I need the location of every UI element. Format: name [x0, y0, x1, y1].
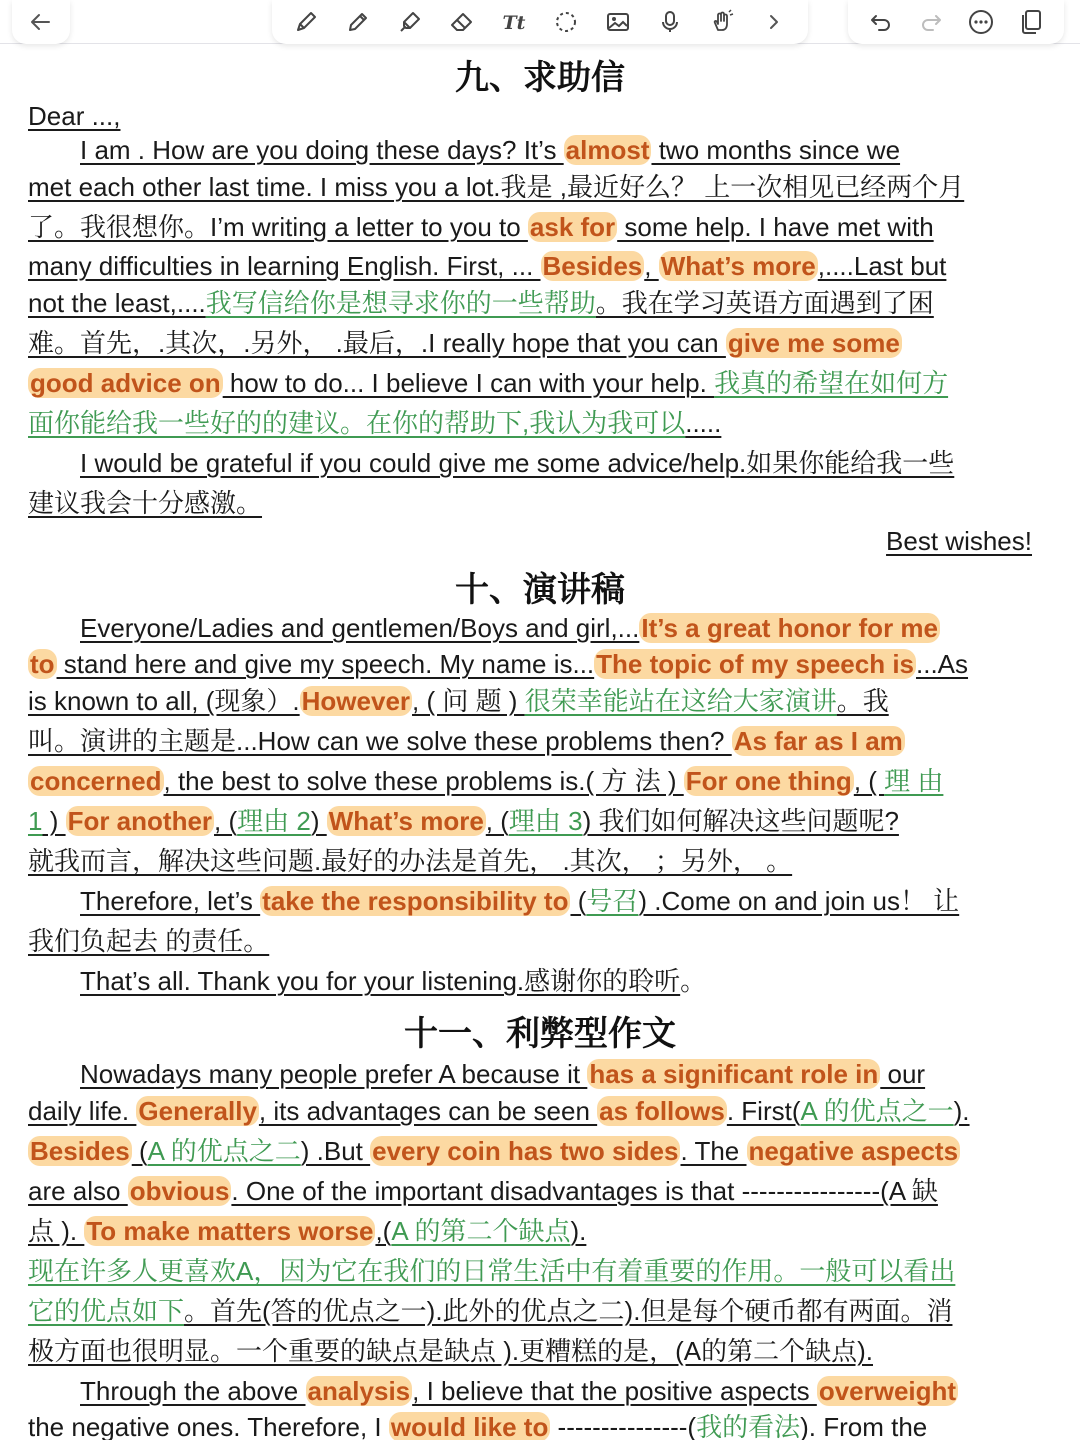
text-line — [28, 486, 1058, 520]
text-line — [28, 1134, 1058, 1168]
pages-icon — [1017, 8, 1045, 36]
text-segment: the negative ones. Therefore, I — [28, 1412, 389, 1440]
highlighted-phrase: To make matters worse — [86, 1216, 374, 1246]
text-segment: 。我在学习英语方面遇到了困 — [595, 288, 934, 318]
text-tool-icon — [500, 8, 528, 36]
pencil-tool-button[interactable] — [341, 5, 375, 39]
text-segment: 。 — [680, 966, 707, 996]
image-icon — [604, 8, 632, 36]
text-segment: ,( — [375, 1216, 392, 1246]
text-line — [28, 1214, 1058, 1248]
highlighted-phrase: ask for — [529, 212, 616, 242]
highlighted-phrase: analysis — [307, 1376, 411, 1406]
text-segment: many difficulties in learning English. First, ... — [28, 251, 541, 281]
highlighted-phrase: almost — [565, 135, 650, 165]
text-segment: is known to all, (现象）. — [28, 686, 300, 716]
text-segment: That’s all. Thank you for your listening.感谢你的聆听 — [80, 966, 681, 996]
lasso-icon — [552, 8, 580, 36]
text-segment: ) 我们如何解决这些问题呢? — [582, 806, 899, 836]
text-segment: 叫。演讲的主题是...How can we solve these problems then? — [28, 726, 732, 756]
translation-text: 我的看法 — [696, 1412, 801, 1440]
text-segment: 极方面也很明显。一个重要的缺点是缺点 ).更糟糕的是，(A的第二个缺点). — [28, 1336, 873, 1366]
text-segment: ) .Come on and join us！ 让 — [638, 886, 960, 916]
undo-icon — [867, 8, 895, 36]
text-segment: 建议我会十分感激。 — [28, 488, 263, 518]
eraser-tool-button[interactable] — [445, 5, 479, 39]
text-segment: Nowadays many people prefer A because it — [80, 1059, 588, 1089]
highlighted-phrase: as follows — [599, 1096, 725, 1126]
svg-text:Tt: Tt — [502, 12, 526, 34]
text-segment: 。我 — [836, 686, 889, 716]
text-segment: how to do... I believe I can with your help. — [222, 368, 715, 398]
text-segment: . The — [680, 1136, 747, 1166]
highlighted-phrase: What’s more — [328, 806, 484, 836]
text-segment: ) .But — [300, 1136, 371, 1166]
highlighted-phrase: would like to — [390, 1412, 549, 1440]
text-segment: stand here and give my speech. My name is... — [56, 649, 595, 679]
text-line — [28, 1254, 1058, 1288]
section-heading: 十、演讲稿 — [455, 570, 625, 610]
pencil-icon — [344, 8, 372, 36]
text-segment: Best wishes! — [886, 526, 1032, 556]
text-segment: ). From the — [800, 1412, 928, 1440]
translation-text: 1 — [28, 806, 43, 836]
highlighted-phrase: has a significant role in — [589, 1059, 879, 1089]
text-segment: met each other last time. I miss you a lot.我是 ,最近好么？ 上一次相见已经两个月 — [28, 172, 965, 202]
text-line — [28, 684, 1058, 718]
highlighted-phrase: Generally — [138, 1096, 257, 1126]
text-segment: ( — [131, 1136, 148, 1166]
highlighted-phrase: give me some — [727, 328, 900, 358]
toolbar-right-group — [848, 0, 1064, 44]
translation-text: 理由 3 — [508, 806, 583, 836]
text-segment: , — [644, 251, 659, 281]
text-segment: are also — [28, 1176, 128, 1206]
text-segment: 就我而言，解决这些问题.最好的办法是首先， .其次， ；另外， 。 — [28, 846, 793, 876]
highlighted-phrase: negative aspects — [748, 1136, 959, 1166]
text-line — [28, 764, 1058, 798]
text-tool-button[interactable] — [497, 5, 531, 39]
undo-button[interactable] — [864, 5, 898, 39]
text-line — [28, 99, 1058, 133]
section-heading: 九、求助信 — [455, 58, 625, 98]
highlighted-phrase: obvious — [129, 1176, 230, 1206]
text-line — [80, 964, 1055, 998]
translation-text: A 的第二个缺点 — [391, 1216, 571, 1246]
microphone-button[interactable] — [653, 5, 687, 39]
text-line — [80, 1057, 1055, 1091]
redo-button[interactable] — [914, 5, 948, 39]
highlighted-phrase: concerned — [30, 766, 162, 796]
highlighter-icon — [396, 8, 424, 36]
text-line — [28, 286, 1058, 320]
chevron-right-icon — [765, 13, 783, 31]
text-segment: Dear ..., — [28, 101, 121, 131]
text-line — [28, 844, 1058, 878]
text-segment: , ( 问 题 ) — [412, 686, 525, 716]
translation-text: 理 由 — [884, 766, 944, 796]
pages-button[interactable] — [1014, 5, 1048, 39]
text-segment: 难。首先，.其次，.另外， .最后，.I really hope that you can — [28, 328, 726, 358]
translation-text: 理由 2 — [237, 806, 311, 836]
toolbar-tools-group — [272, 0, 808, 44]
highlighter-tool-button[interactable] — [393, 5, 427, 39]
text-segment: 。首先(答的优点之一).此外的优点之二).但是每个硬币都有两面。消 — [184, 1296, 953, 1326]
text-segment: , ( — [485, 806, 509, 836]
translation-text: 现在许多人更喜欢A，因为它在我们的日常生活中有着重要的作用。一般可以看出 — [28, 1256, 956, 1286]
text-segment: ( — [570, 886, 587, 916]
text-line — [80, 611, 1055, 645]
highlighted-phrase: The topic of my speech is — [596, 649, 915, 679]
text-segment: , ( — [214, 806, 238, 836]
text-segment: 我们负起去 的责任。 — [28, 926, 270, 956]
text-segment: ). — [953, 1096, 970, 1126]
translation-text: 很荣幸能站在这给大家演讲 — [524, 686, 837, 716]
highlighted-phrase: Besides — [30, 1136, 130, 1166]
text-line — [28, 1094, 1058, 1128]
text-segment: , the best to solve these problems is.( 方 法 ) — [163, 766, 684, 796]
highlighted-phrase: For one thing — [685, 766, 852, 796]
translation-text: 号召 — [586, 886, 639, 916]
text-segment: . One of the important disadvantages is that ----------------(A 缺 — [231, 1176, 938, 1206]
text-line — [28, 1410, 1058, 1440]
highlighted-phrase: overweight — [818, 1376, 957, 1406]
text-segment: . First( — [726, 1096, 801, 1126]
highlighted-phrase: Besides — [542, 251, 643, 281]
toolbar-left-group — [12, 0, 70, 44]
highlighted-phrase: take the responsibility to — [262, 886, 569, 916]
more-tools-button[interactable] — [757, 5, 791, 39]
back-arrow-icon — [27, 8, 55, 36]
text-line — [28, 804, 1058, 838]
pen-tool-button[interactable] — [289, 5, 323, 39]
text-line — [28, 924, 1058, 958]
text-line — [886, 524, 1032, 558]
text-segment: , I believe that the positive aspects — [412, 1376, 817, 1406]
section-heading: 十一、利弊型作文 — [404, 1014, 676, 1054]
translation-text: 我写信给你是想寻求你的一些帮助 — [205, 288, 596, 318]
text-segment: 了。我很想你。I’m writing a letter to you to — [28, 212, 528, 242]
more-options-button[interactable] — [964, 5, 998, 39]
text-segment: ,....Last but — [817, 251, 947, 281]
translation-text: A 的优点之二 — [147, 1136, 301, 1166]
text-line — [80, 884, 1055, 918]
highlighted-phrase: What’s more — [660, 251, 816, 281]
translation-text: 我真的希望在如何方 — [714, 368, 949, 398]
text-line — [28, 210, 1058, 244]
highlighted-phrase: every coin has two sides — [372, 1136, 679, 1166]
redo-icon — [917, 8, 945, 36]
text-line — [28, 249, 1058, 283]
text-line — [80, 446, 1055, 480]
text-line — [28, 170, 1058, 204]
more-icon — [967, 8, 995, 36]
translation-text: 面你能给我一些好的的建议。在你的帮助下,我认为我可以 — [28, 408, 686, 438]
text-segment: ) — [310, 806, 327, 836]
text-segment: Everyone/Ladies and gentlemen/Boys and girl,... — [80, 613, 640, 643]
text-segment: I am . How are you doing these days? It’s — [80, 135, 564, 165]
eraser-icon — [448, 8, 476, 36]
translation-text: 它的优点如下 — [28, 1296, 185, 1326]
microphone-icon — [656, 8, 684, 36]
text-segment: not the least,.... — [28, 288, 206, 318]
lasso-tool-button[interactable] — [549, 5, 583, 39]
text-line — [28, 1174, 1058, 1208]
highlighted-phrase: to — [30, 649, 55, 679]
text-segment: daily life. — [28, 1096, 137, 1126]
image-tool-button[interactable] — [601, 5, 635, 39]
text-segment: our — [880, 1059, 926, 1089]
text-segment: ---------------( — [550, 1412, 697, 1440]
text-segment: Therefore, let’s — [80, 886, 261, 916]
touch-mode-button[interactable] — [705, 5, 739, 39]
highlighted-phrase: For another — [67, 806, 213, 836]
text-segment: , ( — [853, 766, 885, 796]
document-page[interactable] — [0, 44, 1080, 1440]
pen-icon — [292, 8, 320, 36]
text-line — [80, 1374, 1055, 1408]
text-line — [28, 366, 1058, 400]
text-segment: ...As — [916, 649, 969, 679]
text-segment: I would be grateful if you could give me some advice/help.如果你能给我一些 — [80, 448, 955, 478]
text-line — [28, 647, 1058, 681]
text-segment: ..... — [685, 408, 722, 438]
text-segment: , its advantages can be seen — [258, 1096, 598, 1126]
text-segment: ). — [570, 1216, 587, 1246]
text-segment: Through the above — [80, 1376, 306, 1406]
highlighted-phrase: It’s a great honor for me — [641, 613, 938, 643]
text-segment: ) — [42, 806, 66, 836]
back-button[interactable] — [24, 5, 58, 39]
translation-text: A 的优点之一 — [800, 1096, 954, 1126]
text-segment: 点 ). — [28, 1216, 85, 1246]
text-line — [28, 406, 1058, 440]
text-line — [80, 133, 1055, 167]
text-line — [28, 1334, 1058, 1368]
text-line — [28, 326, 1058, 360]
highlighted-phrase: However — [301, 686, 411, 716]
text-segment: some help. I have met with — [617, 212, 934, 242]
text-line — [28, 1294, 1058, 1328]
highlighted-phrase: As far as I am — [733, 726, 903, 756]
text-line — [28, 724, 1058, 758]
hand-touch-icon — [708, 8, 736, 36]
highlighted-phrase: good advice on — [30, 368, 221, 398]
text-segment: two months since we — [651, 135, 901, 165]
